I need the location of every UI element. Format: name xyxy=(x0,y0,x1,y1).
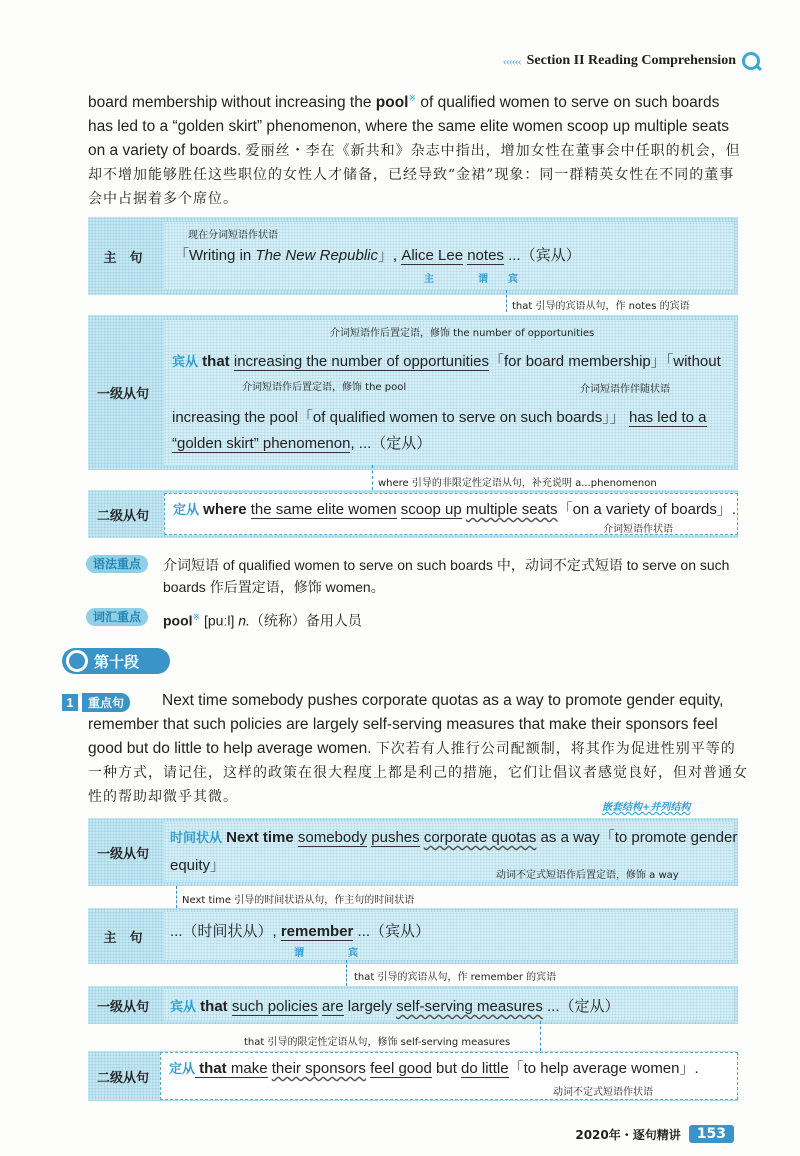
vocab-word: pool xyxy=(163,612,193,629)
b2-l2-object: their sponsors xyxy=(271,1060,366,1077)
b2-l2-verb: make xyxy=(230,1060,268,1077)
b2-main-box xyxy=(164,912,734,960)
role-object: 宾 xyxy=(508,274,518,285)
b2-main-line xyxy=(170,920,430,941)
intro-text: board membership without increasing the xyxy=(88,94,376,112)
clause-tag: 宾从 xyxy=(170,1000,197,1015)
level2-where: where xyxy=(199,501,251,518)
vocab-pos: n. xyxy=(238,612,250,629)
magazine-title: The New Republic xyxy=(255,247,378,264)
clause-tag: 定从 xyxy=(169,1062,196,1077)
link-line-4 xyxy=(346,960,347,986)
section-header xyxy=(62,648,170,674)
b2-main-verb: remember xyxy=(280,923,354,940)
section-title: 第十段 xyxy=(94,652,140,671)
level2-box xyxy=(164,493,738,535)
page-number: 153 xyxy=(689,1125,734,1143)
level1-note-3: 介词短语作伴随状语 xyxy=(580,384,670,395)
main-clause-label: 主 句 xyxy=(103,249,143,265)
structure-note: 嵌套结构+并列结构 xyxy=(602,802,691,813)
intro-keyword: pool xyxy=(375,94,409,112)
level1-line-3 xyxy=(172,432,431,453)
main-clause-box xyxy=(164,222,734,290)
b2-level1a-line-2: equity」 xyxy=(170,857,226,874)
b2-l1b-that: that xyxy=(196,998,232,1015)
level1-line3-b: , ...（定从） xyxy=(350,435,432,452)
b2-link-2: that 引导的宾语从句，作 remember 的宾语 xyxy=(354,972,557,983)
level2-object: multiple seats xyxy=(465,501,558,518)
sentence-number: 1 xyxy=(62,694,78,711)
level1-line2-a: increasing the pool「of qualified women to serve on such boards」」 xyxy=(172,409,625,426)
level1-box xyxy=(164,320,734,465)
b2-level1b-label: 一级从句 xyxy=(96,998,149,1014)
level2-subject: the same elite women xyxy=(250,501,397,518)
b2-l2-but: but xyxy=(431,1060,462,1077)
b2-object: corporate quotas xyxy=(423,829,537,846)
b2-level1a-label: 一级从句 xyxy=(96,845,149,861)
main-note: 现在分词短语作状语 xyxy=(188,230,278,241)
star-icon: ※ xyxy=(192,612,201,622)
vocab-definition: （统称）备用人员 xyxy=(249,612,362,629)
b2-role-verb: 谓 xyxy=(294,948,304,959)
level1-line-1 xyxy=(172,350,721,371)
key-sentence-tag: 重点句 xyxy=(82,693,130,712)
main-open: 「Writing in xyxy=(174,247,256,264)
level2-rest: 「on a variety of boards」. xyxy=(557,501,736,518)
b2-level1b-box xyxy=(164,989,734,1021)
level2-note: 介词短语作状语 xyxy=(603,524,673,535)
key-sentence-text: Next time somebody pushes corporate quotas as a way to promote gender equity, remember that such policies are largely self-serving measures that make their sponsors feel good but do little to help average women. xyxy=(88,692,724,757)
b2-level2-label: 二级从句 xyxy=(96,1069,149,1085)
main-verb: notes xyxy=(467,247,504,264)
level1-label: 一级从句 xyxy=(96,386,149,401)
level1-object: “golden skirt” phenomenon xyxy=(172,435,351,452)
b2-verb: pushes xyxy=(371,829,420,846)
b2-l1b-rest: ...（定从） xyxy=(542,998,620,1015)
key-sentence-paragraph xyxy=(88,689,748,809)
b2-l1b-object: self-serving measures xyxy=(396,998,543,1015)
arrows-icon: ‹‹‹‹‹‹ xyxy=(502,53,521,68)
clause-tag: 时间状从 xyxy=(170,831,223,846)
grammar-label: 语法重点 xyxy=(86,555,148,573)
link-line-5 xyxy=(540,1021,541,1051)
footer-text: 2020年・逐句精讲 xyxy=(575,1127,681,1142)
vocab-label: 词汇重点 xyxy=(86,608,148,626)
grammar-pill-wrap xyxy=(86,555,148,573)
level1-line-2 xyxy=(172,406,707,427)
role-verb: 谓 xyxy=(478,274,488,285)
header-title: Section II Reading Comprehension xyxy=(526,53,736,68)
main-subject: Alice Lee xyxy=(401,247,464,264)
star-icon: ※ xyxy=(408,93,417,103)
b2-level1a-box xyxy=(164,822,738,882)
b2-link-1: Next time 引导的时间状语从句，作主句的时间状语 xyxy=(182,895,415,906)
vocab-pill-wrap xyxy=(86,608,148,626)
b2-level1b-line xyxy=(170,995,620,1016)
grammar-text: 介词短语 of qualified women to serve on such boards 中，动词不定式短语 to serve on such boards 作后置定语，修饰 women。 xyxy=(163,557,730,595)
b2-next-time: Next time xyxy=(222,829,298,846)
intro-translation: 爱丽丝・李在《新共和》杂志中指出，增加女性在董事会中任职的机会，但却不增加能够胜任这些职位的女性人才储备，已经导致“金裙”现象：同一群精英女性在不同的董事会中占据着多个席位。 xyxy=(88,143,741,208)
level1-rest: 「for board membership」「without xyxy=(489,353,721,370)
role-subject: 主 xyxy=(424,274,434,285)
b2-link-3: that 引导的限定性定语从句，修饰 self-serving measures xyxy=(244,1037,511,1048)
b2-l1b-verb: are xyxy=(321,998,344,1015)
level2-verb: scoop up xyxy=(400,501,462,518)
link-line-2 xyxy=(372,465,373,490)
b2-main-c: ...（宾从） xyxy=(353,923,431,940)
b2-l2-that: that xyxy=(195,1060,231,1077)
b2-level2-note: 动词不定式短语作状语 xyxy=(553,1087,653,1098)
link-note-1: that 引导的宾语从句，作 notes 的宾语 xyxy=(512,301,690,312)
b2-level1a-line-1 xyxy=(170,826,737,847)
b2-role-object: 宾 xyxy=(348,948,358,959)
main-clause-text xyxy=(174,244,581,265)
b2-main-label: 主 句 xyxy=(103,929,143,945)
level1-that: that xyxy=(198,353,234,370)
b2-level1a-note: 动词不定式短语作后置定语，修饰 a way xyxy=(496,870,679,881)
clause-tag: 宾从 xyxy=(172,355,199,370)
level1-note-1: 介词短语作后置定语，修饰 the number of opportunities xyxy=(330,328,595,339)
intro-text-2: of qualified women to serve on such boards has led to a “golden skirt” phenomenon, where the same elite women scoop up multiple seats on a variety of boards. xyxy=(88,94,730,160)
b2-level2-line xyxy=(169,1057,699,1078)
key-sentence-translation: 下次若有人推行公司配额制，将其作为促进性别平等的一种方式，请记住，这样的政策在很大程度上都是利己的措施，它们让倡议者感觉良好，但对普通女性的帮助却微乎其微。 xyxy=(88,741,748,805)
vocab-entry xyxy=(163,606,362,632)
link-line xyxy=(506,290,507,312)
link-note-2: where 引导的非限定性定语从句，补充说明 a...phenomenon xyxy=(378,478,657,489)
running-header xyxy=(503,52,760,70)
vocab-phonetic: [puːl] xyxy=(200,612,239,629)
link-line-3 xyxy=(176,886,177,908)
b2-main-a: ...（时间状从）, xyxy=(170,923,281,940)
b2-level2-box xyxy=(160,1052,738,1100)
main-rest: ...（宾从） xyxy=(503,247,581,264)
level1-note-2: 介词短语作后置定语，修饰 the pool xyxy=(242,382,407,393)
b2-rest: as a way「to promote gender xyxy=(536,829,738,846)
search-q-icon xyxy=(66,650,88,672)
level2-line xyxy=(173,498,736,519)
level2-label: 二级从句 xyxy=(96,507,149,523)
b2-subject: somebody xyxy=(297,829,368,846)
b2-l2-rest: 「to help average women」. xyxy=(508,1060,699,1077)
search-q-icon xyxy=(742,52,760,70)
level1-subject: increasing the number of opportunities xyxy=(233,353,490,370)
clause-tag: 定从 xyxy=(173,503,200,518)
b2-l1b-subject: such policies xyxy=(231,998,318,1015)
b2-l2-verb-2: do little xyxy=(461,1060,509,1077)
main-close: 」, xyxy=(377,247,402,264)
b2-l1b-adv: largely xyxy=(343,998,397,1015)
intro-paragraph xyxy=(88,86,748,211)
b2-l2-complement: feel good xyxy=(370,1060,432,1077)
level1-predicate: has led to a xyxy=(628,409,707,426)
page-footer xyxy=(575,1125,734,1143)
